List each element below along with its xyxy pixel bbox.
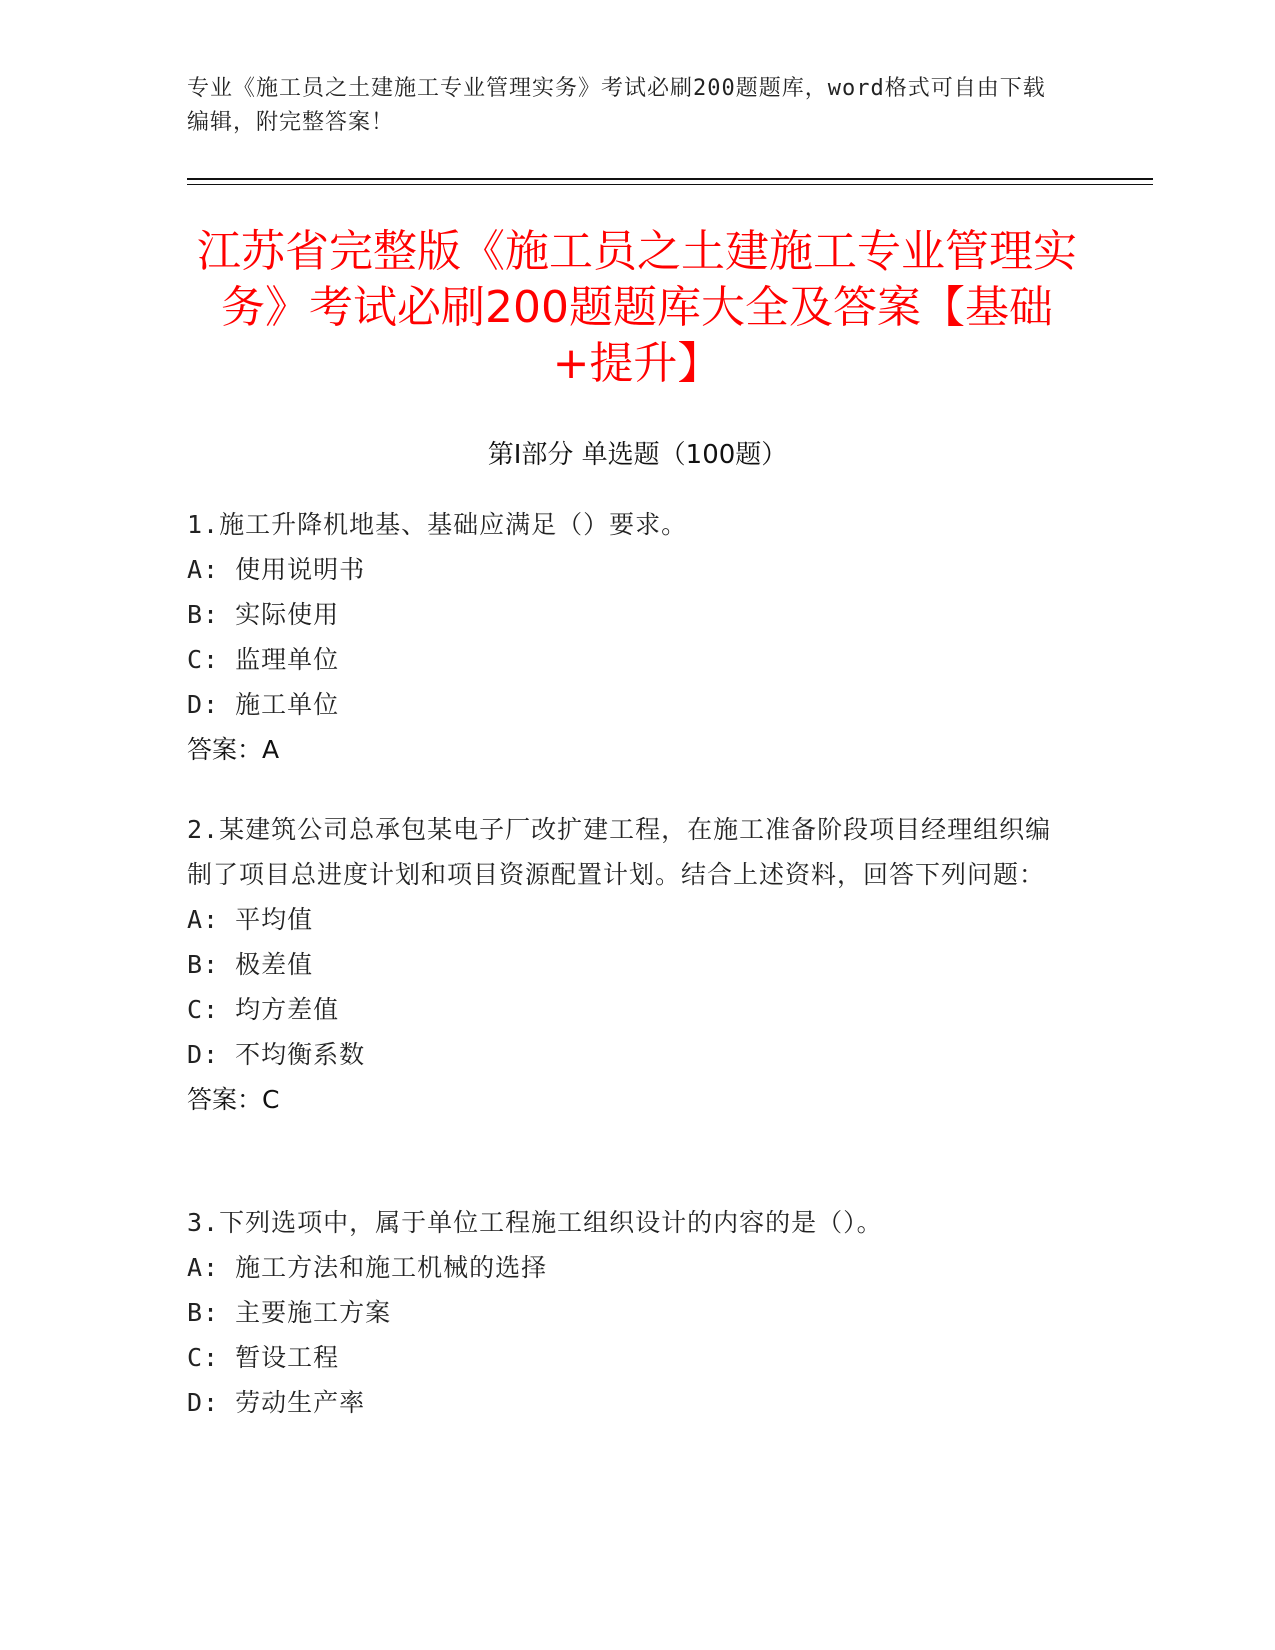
question-1 [187, 502, 1067, 772]
question-2 [187, 807, 1067, 1122]
option-b: B: 主要施工方案 [187, 1298, 392, 1327]
option-c: C: 暂设工程 [187, 1343, 340, 1372]
header-note: 专业《施工员之土建施工专业管理实务》考试必刷200题题库，word格式可自由下载编辑，附完整答案！ [187, 76, 1046, 135]
header-rule-thick [187, 178, 1153, 180]
answer: 答案：A [187, 735, 280, 764]
header-rule-thin [187, 184, 1153, 185]
option-a: A: 平均值 [187, 905, 314, 934]
question-stem: 3.下列选项中，属于单位工程施工组织设计的内容的是（）。 [187, 1208, 883, 1237]
option-d: D: 施工单位 [187, 690, 340, 719]
option-d: D: 不均衡系数 [187, 1040, 366, 1069]
document-title: 江苏省完整版《施工员之土建施工专业管理实务》考试必刷200题题库大全及答案【基础+提升】 [197, 226, 1077, 389]
option-b: B: 极差值 [187, 950, 314, 979]
section-title: 第Ⅰ部分 单选题（100题） [487, 440, 788, 470]
option-d: D: 劳动生产率 [187, 1388, 366, 1417]
question-3 [187, 1200, 1067, 1425]
answer: 答案：C [187, 1085, 280, 1114]
question-stem: 1.施工升降机地基、基础应满足（）要求。 [187, 510, 688, 539]
option-a: A: 施工方法和施工机械的选择 [187, 1253, 548, 1282]
option-a: A: 使用说明书 [187, 555, 366, 584]
option-c: C: 均方差值 [187, 995, 340, 1024]
option-c: C: 监理单位 [187, 645, 340, 674]
question-stem: 2.某建筑公司总承包某电子厂改扩建工程，在施工准备阶段项目经理组织编制了项目总进度计划和项目资源配置计划。结合上述资料，回答下列问题： [187, 815, 1052, 889]
option-b: B: 实际使用 [187, 600, 340, 629]
